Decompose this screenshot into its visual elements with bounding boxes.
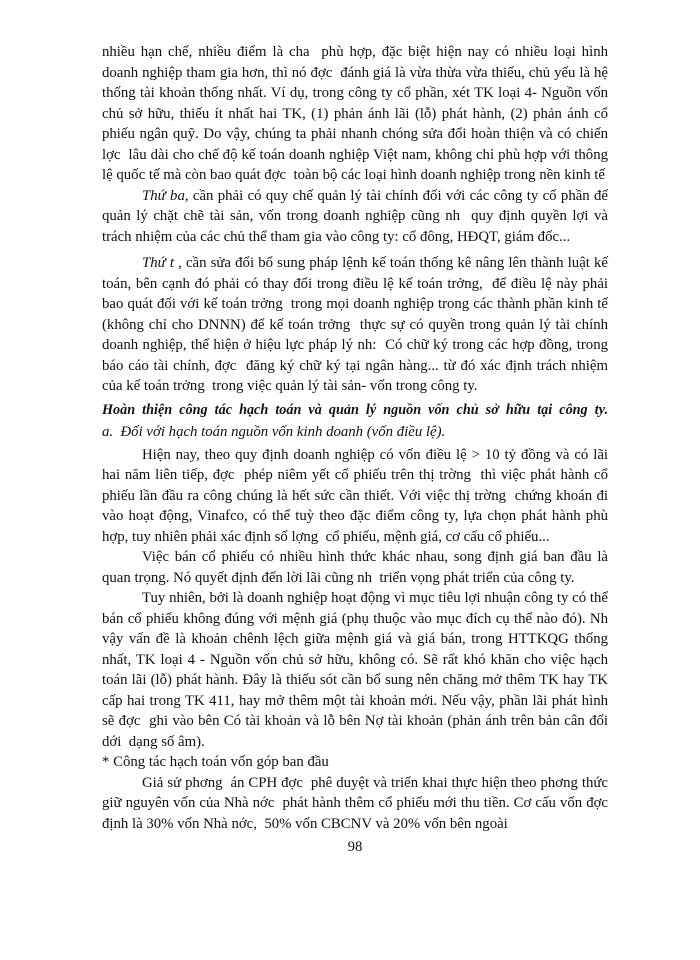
paragraph-text: Tuy nhiên, bởi là doanh nghiệp hoạt động vì mục tiêu lợi nhuận công ty có thể bán cổ phiếu không đúng với mệnh giá (phụ thuộc vào mục đích cụ thể nào đó). Nh vậy vấn đề là khoản chênh lệch giữa mệnh giá và giá bán, trong HTTKQG thống nhất, TK loại 4 - Nguồn vốn chủ sở hữu, không có. Sẽ rất khó khăn cho việc hạch toán lãi (lỗ) phát hành. Đây là thiếu sót cần bổ sung nên chăng mở thêm TK hay TK cấp hai trong TK 411, hay mở thêm một tài khoản mới. Nếu vậy, phần lãi phát hình sẽ đợc ghi vào bên Có tài khoản và lỗ bên Nợ tài khoản (phản ánh trên bản cân đối dới dạng số âm). [102, 590, 616, 750]
paragraph-continued [102, 42, 612, 186]
paragraph-tuy-nhien [102, 588, 616, 752]
paragraph-text: , cần phải có quy chế quản lý tài chính đối với các công ty cổ phần để quản lý chặt chẽ tài sản, vốn trong doanh nghiệp cũng nh quy định quyền lợi và trách nhiệm của các chủ thể tham gia vào công ty: cổ đông, HĐQT, giám đốc... [102, 187, 612, 245]
paragraph-hien-nay [102, 445, 612, 548]
paragraph-text: , cần sửa đổi bổ sung pháp lệnh kế toán thống kê nâng lên thành luật kế toán, bên cạnh đó phải có thay đổi trong điều lệ kế toán trởng, để điều lệ này phải bao quát đối với kế toán trởng trong mọi doanh nghiệp trong các thành phần kinh tế (không chỉ cho DNNN) để kế toán trởng thực sự có quyền trong quản lý tài chính doanh nghiệp, thể hiện ở hiệu lực pháp lý nh: Có chữ ký trong các hợp đồng, trong báo cáo tài chính, đợc đăng ký chữ ký tại ngân hàng... từ đó xác định trách nhiệm của kế toán trởng trong việc quản lý tài sản- vốn trong công ty. [102, 255, 612, 394]
paragraph-thu-tu [102, 253, 612, 397]
star-note-heading [102, 752, 608, 773]
paragraph-viec-ban [102, 547, 612, 588]
subsection-heading: a. Đối với hạch toán nguồn vốn kinh doanh (vốn điều lệ). [102, 424, 446, 440]
page-number: 98 [347, 839, 363, 855]
paragraph-text: nhiều hạn chế, nhiều điểm là cha phù hợp, đặc biệt hiện nay có nhiều loại hình doanh nghiệp tham gia hơn, thì nó đợc đánh giá là vừa thừa vừa thiếu, chủ yếu là hệ thống tài khoản thống nhất. Ví dụ, trong công ty cổ phần, xét TK loại 4- Nguồn vốn chủ sở hữu, thiếu ít nhất hai TK, (1) phản ánh lãi (lỗ) phát hành, (2) phản ánh cổ phiếu ngân quỹ. Do vậy, chúng ta phải nhanh chóng sửa đổi hoàn thiện và có chiến lợc lâu dài cho chế độ kế toán doanh nghiệp Việt nam, không chỉ phù hợp với thông lệ quốc tế mà còn bao quát đợc toàn bộ các loại hình doanh nghiệp trong nền kinh tế [102, 44, 612, 183]
paragraph-text: * Công tác hạch toán vốn góp ban đầu [102, 754, 329, 770]
paragraph-gia-su [102, 773, 616, 835]
paragraph-text: Giả sử phơng án CPH đợc phê duyệt và triển khai thực hiện theo phơng thức giữ nguyên vốn của Nhà nớc phát hành thêm cổ phiếu mới thu tiền. Cơ cấu vốn đợc định là 30% vốn Nhà nớc, 50% vốn CBCNV và 20% vốn bên ngoài [102, 774, 616, 832]
paragraph-text: Việc bán cổ phiếu có nhiều hình thức khác nhau, song định giá ban đầu là quan trọng. Nó quyết định đến lời lãi cũng nh triển vọng phát triển của công ty. [102, 549, 612, 586]
paragraph-text: Hiện nay, theo quy định doanh nghiệp có vốn điều lệ > 10 tỷ đồng và có lãi hai năm liên tiếp, đợc phép niêm yết cổ phiếu trên thị trờng thì việc phát hành cổ phiếu lần đầu ra công chúng là hết sức cần thiết. Với việc thị trờng chứng khoán đi vào hoạt động, Vinafco, có thể tuỳ theo đặc điểm công ty, lựa chọn phát hành phù hợp, tuy nhiên phải xác định số lợng cổ phiếu, mệnh giá, cơ cấu cổ phiếu... [102, 446, 612, 545]
lead-italic-thu-tu: Thứ t [142, 255, 174, 271]
paragraph-thu-ba [102, 186, 612, 248]
section-heading: Hoàn thiện công tác hạch toán và quản lý nguồn vốn chủ sở hữu tại công ty. [102, 401, 608, 418]
lead-italic-thu-ba: Thứ ba [142, 187, 185, 204]
